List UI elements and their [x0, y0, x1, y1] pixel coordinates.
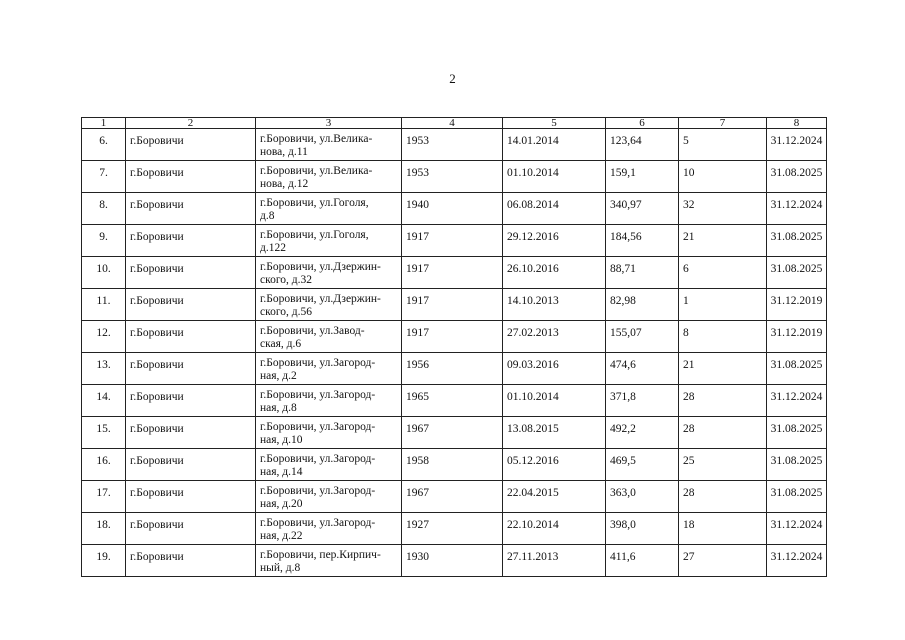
cell-text: 8 [683, 327, 689, 339]
area-cell [606, 225, 679, 257]
cell-text: г.Боровичи [130, 359, 184, 371]
cell-text: г.Боровичи [130, 519, 184, 531]
cell-text: 10. [96, 263, 111, 275]
count-cell [679, 417, 767, 449]
cell-text: 05.12.2016 [507, 455, 559, 467]
cell-text: г.Боровичи [130, 167, 184, 179]
cell-text: г.Боровичи [130, 199, 184, 211]
cell-text: 28 [683, 487, 695, 499]
table-row [82, 385, 827, 417]
deadline-cell [767, 225, 827, 257]
cell-text: 1917 [406, 263, 429, 275]
row-number [82, 353, 126, 385]
cell-text: 31.08.2025 [770, 423, 823, 435]
cell-text: 1 [683, 295, 689, 307]
deadline-cell [767, 449, 827, 481]
address-cell [256, 225, 402, 257]
cell-text: 1930 [406, 551, 429, 563]
cell-text: 6 [683, 263, 689, 275]
cell-text: 09.03.2016 [507, 359, 559, 371]
address-cell [256, 545, 402, 577]
year-cell [402, 417, 503, 449]
deadline-cell [767, 481, 827, 513]
city-cell [126, 353, 256, 385]
cell-text: 13. [96, 359, 111, 371]
city-cell [126, 225, 256, 257]
count-cell [679, 161, 767, 193]
row-number [82, 417, 126, 449]
column-header: 8 [767, 118, 827, 129]
cell-text: г.Боровичи [130, 263, 184, 275]
address-cell [256, 129, 402, 161]
column-header: 1 [82, 118, 126, 129]
table-row [82, 513, 827, 545]
cell-text: г.Боровичи [130, 135, 184, 147]
count-cell [679, 289, 767, 321]
cell-text: 27.02.2013 [507, 327, 559, 339]
cell-text: 363,0 [610, 487, 636, 499]
area-cell [606, 129, 679, 161]
cell-text: 31.08.2025 [770, 263, 823, 275]
cell-text: 371,8 [610, 391, 636, 403]
table-header [82, 118, 827, 129]
cell-text: 1917 [406, 231, 429, 243]
table-body [82, 129, 827, 577]
cell-text: 19. [96, 551, 111, 563]
cell-text: г.Боровичи, ул.Загород- ная, д.8 [260, 389, 376, 414]
cell-text: 31.08.2025 [770, 231, 823, 243]
city-cell [126, 449, 256, 481]
table-row [82, 257, 827, 289]
cell-text: 5 [683, 135, 689, 147]
area-cell [606, 513, 679, 545]
count-cell [679, 545, 767, 577]
cell-text: 411,6 [610, 551, 636, 563]
area-cell [606, 257, 679, 289]
cell-text: 159,1 [610, 167, 636, 179]
area-cell [606, 161, 679, 193]
cell-text: г.Боровичи [130, 231, 184, 243]
cell-text: 155,07 [610, 327, 642, 339]
cell-text: 28 [683, 423, 695, 435]
count-cell [679, 321, 767, 353]
cell-text: г.Боровичи [130, 551, 184, 563]
city-cell [126, 257, 256, 289]
count-cell [679, 193, 767, 225]
cell-text: г.Боровичи, ул.Дзержин- ского, д.32 [260, 261, 381, 286]
area-cell [606, 417, 679, 449]
count-cell [679, 257, 767, 289]
city-cell [126, 129, 256, 161]
cell-text: 31.08.2025 [770, 455, 823, 467]
header-row [82, 118, 827, 129]
column-header: 3 [256, 118, 402, 129]
cell-text: г.Боровичи, ул.Завод- ская, д.6 [260, 325, 365, 350]
cell-text: 31.12.2024 [770, 519, 823, 531]
cell-text: г.Боровичи, ул.Загород- ная, д.22 [260, 517, 376, 542]
row-number [82, 321, 126, 353]
table-row [82, 289, 827, 321]
cell-text: 01.10.2014 [507, 167, 559, 179]
cell-text: 7. [99, 167, 108, 179]
deadline-cell [767, 417, 827, 449]
cell-text: 31.08.2025 [770, 487, 823, 499]
area-cell [606, 449, 679, 481]
cell-text: г.Боровичи [130, 487, 184, 499]
cell-text: г.Боровичи [130, 455, 184, 467]
date-cell [503, 513, 606, 545]
cell-text: 1940 [406, 199, 429, 211]
year-cell [402, 225, 503, 257]
cell-text: 10 [683, 167, 695, 179]
cell-text: г.Боровичи, ул.Велика- нова, д.11 [260, 133, 373, 158]
cell-text: 11. [96, 295, 111, 307]
year-cell [402, 161, 503, 193]
address-cell [256, 385, 402, 417]
row-number [82, 513, 126, 545]
cell-text: 01.10.2014 [507, 391, 559, 403]
cell-text: 27 [683, 551, 695, 563]
cell-text: г.Боровичи, ул.Гоголя, д.122 [260, 229, 369, 254]
cell-text: 31.12.2019 [770, 327, 823, 339]
cell-text: 1967 [406, 487, 429, 499]
cell-text: г.Боровичи, ул.Загород- ная, д.14 [260, 453, 376, 478]
cell-text: 340,97 [610, 199, 642, 211]
cell-text: 31.12.2024 [770, 135, 823, 147]
cell-text: 6. [99, 135, 108, 147]
cell-text: 31.08.2025 [770, 167, 823, 179]
cell-text: 82,98 [610, 295, 636, 307]
deadline-cell [767, 161, 827, 193]
city-cell [126, 321, 256, 353]
cell-text: г.Боровичи [130, 391, 184, 403]
year-cell [402, 513, 503, 545]
deadline-cell [767, 545, 827, 577]
count-cell [679, 353, 767, 385]
cell-text: г.Боровичи [130, 327, 184, 339]
date-cell [503, 161, 606, 193]
cell-text: 9. [99, 231, 108, 243]
year-cell [402, 449, 503, 481]
cell-text: 474,6 [610, 359, 636, 371]
row-number [82, 481, 126, 513]
address-cell [256, 161, 402, 193]
area-cell [606, 481, 679, 513]
table-row [82, 417, 827, 449]
cell-text: 14. [96, 391, 111, 403]
deadline-cell [767, 129, 827, 161]
area-cell [606, 289, 679, 321]
area-cell [606, 321, 679, 353]
city-cell [126, 417, 256, 449]
address-cell [256, 353, 402, 385]
cell-text: 12. [96, 327, 111, 339]
cell-text: 1958 [406, 455, 429, 467]
row-number [82, 257, 126, 289]
date-cell [503, 289, 606, 321]
date-cell [503, 257, 606, 289]
cell-text: 184,56 [610, 231, 642, 243]
city-cell [126, 513, 256, 545]
row-number [82, 289, 126, 321]
cell-text: 123,64 [610, 135, 642, 147]
registry-table [81, 117, 827, 577]
cell-text: 17. [96, 487, 111, 499]
table-row [82, 353, 827, 385]
cell-text: 16. [96, 455, 111, 467]
cell-text: г.Боровичи [130, 295, 184, 307]
city-cell [126, 385, 256, 417]
cell-text: 22.10.2014 [507, 519, 559, 531]
row-number [82, 449, 126, 481]
year-cell [402, 385, 503, 417]
date-cell [503, 481, 606, 513]
cell-text: 15. [96, 423, 111, 435]
cell-text: 31.12.2024 [770, 551, 823, 563]
row-number [82, 545, 126, 577]
deadline-cell [767, 353, 827, 385]
area-cell [606, 193, 679, 225]
cell-text: г.Боровичи, ул.Дзержин- ского, д.56 [260, 293, 381, 318]
cell-text: 8. [99, 199, 108, 211]
count-cell [679, 449, 767, 481]
area-cell [606, 545, 679, 577]
date-cell [503, 225, 606, 257]
table-row [82, 225, 827, 257]
address-cell [256, 417, 402, 449]
year-cell [402, 289, 503, 321]
cell-text: 14.10.2013 [507, 295, 559, 307]
cell-text: 1965 [406, 391, 429, 403]
city-cell [126, 193, 256, 225]
date-cell [503, 353, 606, 385]
column-header: 6 [606, 118, 679, 129]
table-row [82, 545, 827, 577]
cell-text: 31.12.2024 [770, 199, 823, 211]
cell-text: 88,71 [610, 263, 636, 275]
city-cell [126, 481, 256, 513]
row-number [82, 161, 126, 193]
cell-text: 1917 [406, 327, 429, 339]
address-cell [256, 289, 402, 321]
cell-text: г.Боровичи, пер.Кирпич- ный, д.8 [260, 549, 381, 574]
cell-text: 21 [683, 231, 695, 243]
city-cell [126, 161, 256, 193]
year-cell [402, 481, 503, 513]
table-row [82, 129, 827, 161]
cell-text: 27.11.2013 [507, 551, 559, 563]
year-cell [402, 321, 503, 353]
table-row [82, 449, 827, 481]
year-cell [402, 353, 503, 385]
cell-text: г.Боровичи, ул.Загород- ная, д.2 [260, 357, 376, 382]
deadline-cell [767, 289, 827, 321]
deadline-cell [767, 321, 827, 353]
area-cell [606, 353, 679, 385]
address-cell [256, 513, 402, 545]
cell-text: 28 [683, 391, 695, 403]
date-cell [503, 129, 606, 161]
row-number [82, 385, 126, 417]
cell-text: 14.01.2014 [507, 135, 559, 147]
cell-text: 29.12.2016 [507, 231, 559, 243]
date-cell [503, 417, 606, 449]
year-cell [402, 129, 503, 161]
column-header: 7 [679, 118, 767, 129]
year-cell [402, 545, 503, 577]
deadline-cell [767, 257, 827, 289]
deadline-cell [767, 513, 827, 545]
address-cell [256, 449, 402, 481]
cell-text: 13.08.2015 [507, 423, 559, 435]
column-header: 5 [503, 118, 606, 129]
cell-text: 492,2 [610, 423, 636, 435]
cell-text: 31.08.2025 [770, 359, 823, 371]
table-row [82, 321, 827, 353]
cell-text: 1967 [406, 423, 429, 435]
cell-text: 469,5 [610, 455, 636, 467]
year-cell [402, 257, 503, 289]
cell-text: г.Боровичи, ул.Загород- ная, д.20 [260, 485, 376, 510]
cell-text: г.Боровичи, ул.Загород- ная, д.10 [260, 421, 376, 446]
address-cell [256, 321, 402, 353]
table-row [82, 161, 827, 193]
area-cell [606, 385, 679, 417]
cell-text: 32 [683, 199, 695, 211]
cell-text: 1917 [406, 295, 429, 307]
page-number: 2 [449, 71, 456, 86]
date-cell [503, 545, 606, 577]
row-number [82, 193, 126, 225]
date-cell [503, 321, 606, 353]
date-cell [503, 385, 606, 417]
year-cell [402, 193, 503, 225]
count-cell [679, 513, 767, 545]
cell-text: 31.12.2024 [770, 391, 823, 403]
cell-text: 398,0 [610, 519, 636, 531]
cell-text: 06.08.2014 [507, 199, 559, 211]
cell-text: 1953 [406, 167, 429, 179]
row-number [82, 129, 126, 161]
column-header: 2 [126, 118, 256, 129]
address-cell [256, 193, 402, 225]
cell-text: г.Боровичи, ул.Гоголя, д.8 [260, 197, 369, 222]
count-cell [679, 385, 767, 417]
cell-text: 21 [683, 359, 695, 371]
table-row [82, 193, 827, 225]
city-cell [126, 289, 256, 321]
address-cell [256, 481, 402, 513]
deadline-cell [767, 385, 827, 417]
cell-text: 31.12.2019 [770, 295, 823, 307]
address-cell [256, 257, 402, 289]
cell-text: 18. [96, 519, 111, 531]
row-number [82, 225, 126, 257]
deadline-cell [767, 193, 827, 225]
count-cell [679, 481, 767, 513]
cell-text: 1953 [406, 135, 429, 147]
column-header: 4 [402, 118, 503, 129]
cell-text: 22.04.2015 [507, 487, 559, 499]
cell-text: 1927 [406, 519, 429, 531]
date-cell [503, 449, 606, 481]
cell-text: г.Боровичи, ул.Велика- нова, д.12 [260, 165, 373, 190]
cell-text: 18 [683, 519, 695, 531]
cell-text: 25 [683, 455, 695, 467]
cell-text: г.Боровичи [130, 423, 184, 435]
table-row [82, 481, 827, 513]
count-cell [679, 225, 767, 257]
date-cell [503, 193, 606, 225]
count-cell [679, 129, 767, 161]
city-cell [126, 545, 256, 577]
cell-text: 26.10.2016 [507, 263, 559, 275]
cell-text: 1956 [406, 359, 429, 371]
